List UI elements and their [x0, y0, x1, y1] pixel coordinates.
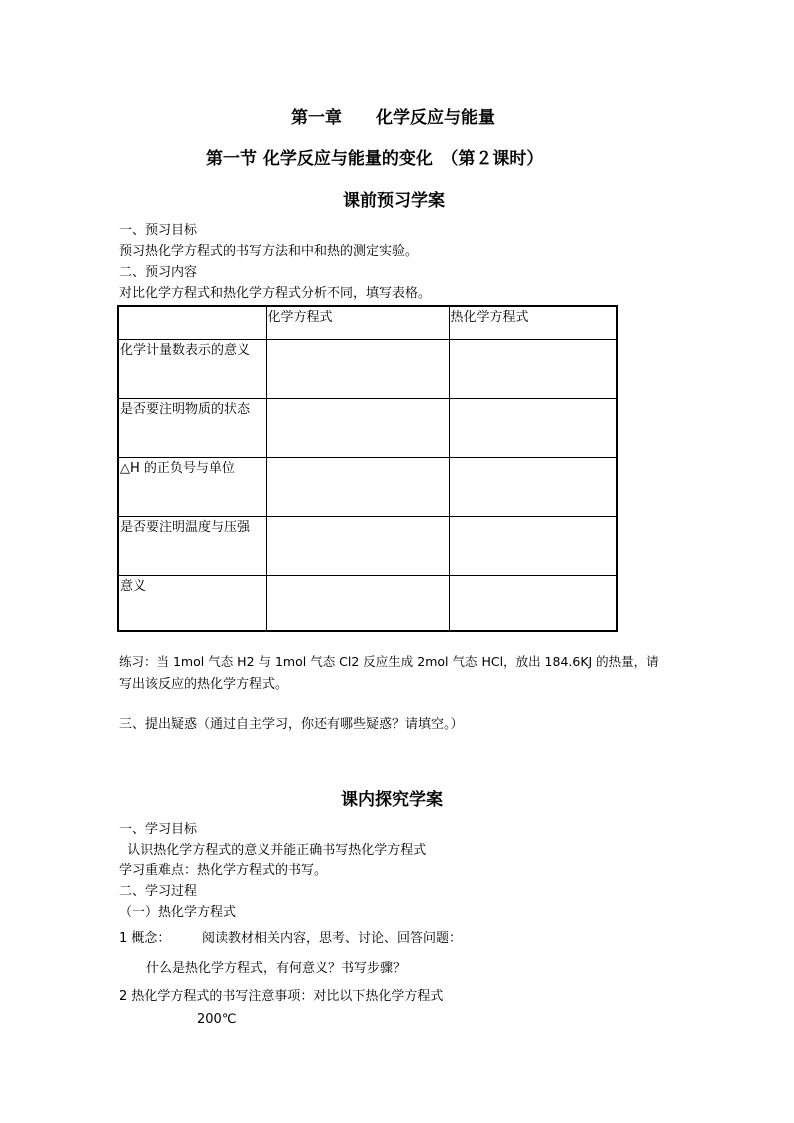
inclass-sub-heading: （一）热化学方程式 [119, 905, 237, 920]
inclass-process-heading: 二、学习过程 [119, 884, 198, 899]
table-row [118, 575, 617, 631]
answer-cell-chemical[interactable] [266, 398, 449, 457]
row-label: 是否要注明温度与压强 [118, 516, 266, 575]
table-row [118, 398, 617, 457]
table-row [118, 516, 617, 575]
table-header-chemical-equation: 化学方程式 [266, 306, 449, 339]
row-label: 是否要注明物质的状态 [118, 398, 266, 457]
preview-title: 课前预习学案 [343, 191, 445, 211]
notes-heading: 2 热化学方程式的书写注意事项：对比以下热化学方程式 [119, 989, 444, 1004]
table-row [118, 457, 617, 516]
table-header-thermochemical-equation: 热化学方程式 [449, 306, 617, 339]
answer-cell-thermochemical[interactable] [449, 516, 617, 575]
inclass-title: 课内探究学案 [341, 790, 443, 810]
inclass-goal-heading: 一、学习目标 [119, 822, 198, 837]
answer-cell-thermochemical[interactable] [449, 398, 617, 457]
table-header-blank [118, 306, 266, 339]
row-label: △H 的正负号与单位 [118, 457, 266, 516]
answer-cell-thermochemical[interactable] [449, 575, 617, 631]
section-title: 第一节 化学反应与能量的变化 （第２课时） [206, 149, 544, 169]
answer-cell-chemical[interactable] [266, 339, 449, 398]
concept-label: 1 概念： [119, 931, 171, 946]
preview-goal-text: 预习热化学方程式的书写方法和中和热的测定实验。 [119, 244, 419, 259]
doubt-prompt: 三、提出疑惑（通过自主学习，你还有哪些疑惑？请填空。） [119, 717, 464, 732]
preview-goal-heading: 一、预习目标 [119, 223, 198, 238]
answer-cell-thermochemical[interactable] [449, 339, 617, 398]
exercise-line-1: 练习：当 1mol 气态 H2 与 1mol 气态 Cl2 反应生成 2mol 气态 HCl，放出 184.6KJ 的热量，请 [119, 654, 659, 669]
inclass-goal-text: 认识热化学方程式的意义并能正确书写热化学方程式 [119, 843, 427, 858]
inclass-key-point: 学习重难点：热化学方程式的书写。 [119, 863, 328, 878]
preview-content-text: 对比化学方程式和热化学方程式分析不同，填写表格。 [119, 286, 432, 301]
concept-question: 什么是热化学方程式，有何意义？书写步骤？ [146, 961, 407, 976]
answer-cell-chemical[interactable] [266, 457, 449, 516]
answer-cell-thermochemical[interactable] [449, 457, 617, 516]
row-label: 化学计量数表示的意义 [118, 339, 266, 398]
comparison-table [117, 305, 618, 632]
preview-content-heading: 二、预习内容 [119, 265, 198, 280]
row-label: 意义 [118, 575, 266, 631]
exercise-line-2: 写出该反应的热化学方程式。 [119, 677, 289, 692]
answer-cell-chemical[interactable] [266, 516, 449, 575]
table-row [118, 339, 617, 398]
temperature-label: 200℃ [197, 1012, 237, 1027]
table-header-row [118, 306, 617, 339]
chapter-title: 第一章 化学反应与能量 [291, 108, 495, 128]
answer-cell-chemical[interactable] [266, 575, 449, 631]
concept-text: 阅读教材相关内容，思考、讨论、回答问题： [202, 931, 463, 946]
